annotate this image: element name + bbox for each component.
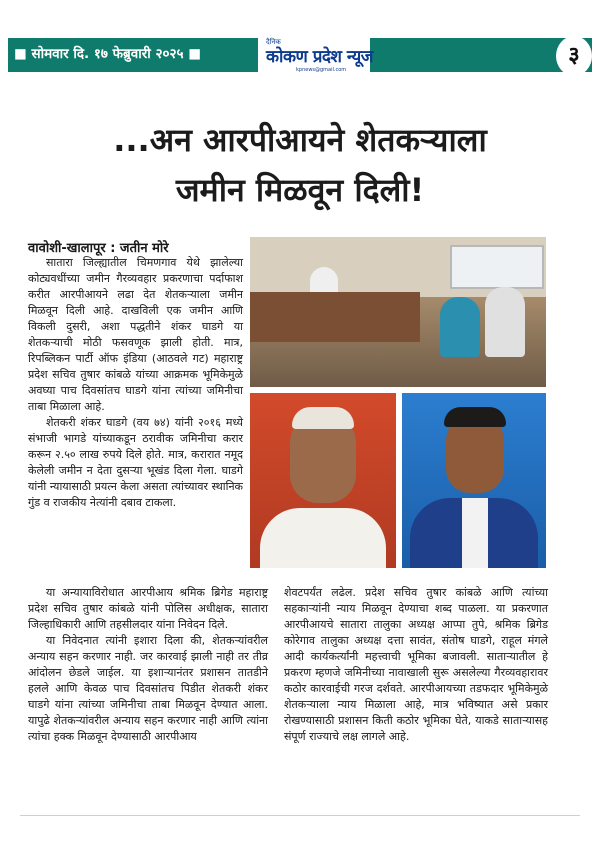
paragraph-3: या अन्यायाविरोधात आरपीआय श्रमिक ब्रिगेड महाराष्ट्र प्रदेश सचिव तुषार कांबळे यांनी पोलिस अधीक्षक, सातारा जिल्हाधिकारी आणि तहसीलदार यांना निवेदन दिले. [28, 586, 268, 631]
paragraph-2: शेतकरी शंकर घाडगे (वय ७४) यांनी २०१६ मध्ये संभाजी भागडे यांच्याकडून ठरावीक जमिनीचा करार करून २.५० लाख रुपये दिले होते. मात्र, करारात नमूद केलेली जमीन न देता दुसऱ्या भूखंड दिला गेला. घाडगे यांनी न्यायासाठी प्रयत्न केला असता त्यांच्यावर स्थानिक गुंड व राजकीय नेत्यांनी दबाव टाकला. [28, 416, 243, 509]
headline-line-2: जमीन मिळवून दिली! [175, 171, 425, 209]
logo-email: kpnews@gmail.com [296, 67, 347, 73]
page-number: ३ [556, 36, 592, 76]
meeting-photo [250, 237, 546, 387]
logo-small-text: दैनिक [266, 38, 281, 46]
article-column-2 [284, 585, 548, 745]
farmer-portrait [250, 393, 396, 568]
article-column-1-lower [28, 585, 268, 745]
article-column-1 [28, 255, 243, 511]
logo-text: कोकण प्रदेश न्यूज [266, 47, 373, 67]
headline-line-1: ...अन आरपीआयने शेतकऱ्याला [113, 121, 487, 159]
official-portrait [402, 393, 546, 568]
paragraph-4: या निवेदनात त्यांनी इशारा दिला की, शेतकऱ्यांवरील अन्याय सहन करणार नाही. जर कारवाई झाली नाही तर तीव्र आंदोलन छेडले जाईल. या इशाऱ्यानंतर प्रशासन तातडीने हलले आणि केवळ पाच दिवसांतच पिडीत शेतकरी शंकर घाडगे यांना त्यांच्या जमिनीचा ताबा मिळवून देण्यात आला. यापुढे शेतकऱ्यांवरील अन्याय सहन करणार नाही आणि त्यांना त्यांचा हक्क मिळवून देण्यासाठी आरपीआय [28, 634, 268, 743]
paragraph-1: सातारा जिल्ह्यातील चिमणगाव येथे झालेल्या कोट्यवधींच्या जमीन गैरव्यवहार प्रकरणाचा पर्दाफाश करीत आरपीआयने लढा देत शेतकऱ्याला जमीन मिळवून दिली आहे. दाखविली एक जमीन आणि विकली दुसरी, अशा पद्धतीने शंकर घाडगे या शेतकऱ्याची मोठी फसवणूक झाली होती. मात्र, रिपब्लिकन पार्टी ऑफ इंडिया (आठवले गट) महाराष्ट्र प्रदेश सचिव तुषार कांबळे यांच्या आक्रमक भूमिकेमुळे अवघ्या पाच दिवसांतच घाडगे यांना त्यांच्या जमिनीचा ताबा मिळाला आहे. [28, 256, 243, 413]
issue-date: ■ सोमवार दि. १७ फेब्रुवारी २०२५ ■ [14, 46, 201, 62]
paragraph-5: शेवटपर्यंत लढेल. प्रदेश सचिव तुषार कांबळे आणि त्यांच्या सहकाऱ्यांनी न्याय मिळवून देण्याचा शब्द पाळला. या प्रकरणात आरपीआयचे सातारा तालुका अध्यक्ष आप्पा तुपे, श्रमिक ब्रिगेड कोरेगाव तालुका अध्यक्ष दत्ता सावंत, संतोष घाडगे, राहूल मंगले आदी कार्यकर्त्यांनी महत्त्वाची भूमिका बजावली. साताऱ्यातील हे प्रकरण म्हणजे जमिनीच्या नावाखाली सुरू असलेल्या गैरव्यवहारावर कठोर कारवाईची गरज दर्शवते. आरपीआयच्या तडफदार भूमिकेमुळे शेतकऱ्याला न्याय मिळाला आहे, मात्र भविष्यात असे प्रकार रोखण्यासाठी प्रशासन किती कठोर भूमिका घेते, याकडे साताऱ्यासह संपूर्ण राज्याचे लक्ष लागले आहे. [284, 586, 548, 743]
bottom-divider [20, 815, 580, 816]
byline: वावोशी-खालापूर : जतीन मोरे [28, 241, 169, 256]
